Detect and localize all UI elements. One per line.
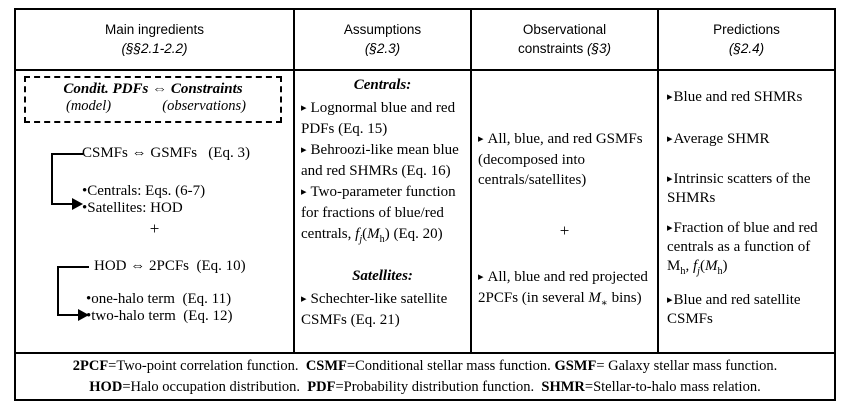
triangle-bullet-icon: ▸ <box>301 185 307 198</box>
centrals-assumptions-list <box>301 98 467 245</box>
list-item: •one-halo term (Eq. 11) <box>86 291 232 307</box>
triangle-bullet-icon: ▸ <box>478 270 484 283</box>
header-section-ref: (§2.3) <box>364 40 401 56</box>
header-title: Predictions <box>713 21 780 37</box>
item-text: Intrinsic scatters of the SHMRs <box>667 171 811 206</box>
column-assumptions <box>295 71 472 352</box>
header-observational-constraints <box>472 10 659 69</box>
item-text: Two-parameter function for fractions of blue/red centrals, $f_j(M_h)$ (Eq. 20) <box>301 184 456 245</box>
header-section-ref: (§§2.1-2.2) <box>121 40 188 56</box>
list-item <box>301 182 467 245</box>
header-section-ref: constraints (§3) <box>517 40 612 56</box>
item-text: Lognormal blue and red PDFs (Eq. 15) <box>301 100 456 137</box>
header-assumptions <box>295 10 472 69</box>
prediction-item <box>667 219 829 276</box>
header-title: Assumptions <box>343 21 422 37</box>
item-text: Fraction of blue and red centrals as a function of $M_h$, $f_j(M_h)$ <box>667 220 818 277</box>
item-text: Average SHMR <box>673 131 770 147</box>
header-main-ingredients <box>16 10 295 69</box>
model-constraints-box <box>24 76 282 123</box>
header-title: Main ingredients <box>104 21 205 37</box>
column-predictions <box>659 71 834 352</box>
prediction-item <box>667 130 829 149</box>
item-text: Schechter-like satellite CSMFs (Eq. 21) <box>301 291 448 328</box>
csmf-gsmf-relation: CSMFs ⇔ GSMFs (Eq. 3) <box>82 145 250 161</box>
triangle-bullet-icon: ▸ <box>667 172 673 185</box>
2pcf-constraint-item <box>478 267 654 308</box>
triangle-bullet-icon: ▸ <box>667 132 673 145</box>
triangle-bullet-icon: ▸ <box>667 221 673 234</box>
model-constraints-labels <box>26 98 280 115</box>
header-predictions <box>659 10 834 69</box>
prediction-item <box>667 88 829 107</box>
hod-2pcf-relation: HOD ⇔ 2PCFs (Eq. 10) <box>94 258 246 274</box>
csmf-decomposition-list <box>82 183 205 217</box>
item-text: All, blue and red projected 2PCFs (in several $M_∗$ bins) <box>478 269 648 309</box>
observations-label: (observations) <box>162 98 246 114</box>
figure-table <box>14 8 836 401</box>
footer-line: 2PCF=Two-point correlation function. CSMF=Conditional stellar mass function. GSMF= Galaxy stellar mass function. <box>72 357 778 374</box>
model-constraints-title: Condit. PDFs ⇔ Constraints <box>63 81 243 97</box>
plus-symbol: + <box>559 221 570 240</box>
header-section-ref: (§2.4) <box>728 40 765 56</box>
item-text: Behroozi-like mean blue and red SHMRs (Eq. 16) <box>301 142 459 179</box>
footer-line: HOD=Halo occupation distribution. PDF=Probability distribution function. SHMR=Stellar-to-halo mass relation. <box>89 378 761 395</box>
list-item: •Centrals: Eqs. (6-7) <box>82 183 206 199</box>
item-text: Blue and red satellite CSMFs <box>667 292 801 327</box>
prediction-item <box>667 170 829 208</box>
triangle-bullet-icon: ▸ <box>478 132 484 145</box>
triangle-bullet-icon: ▸ <box>301 143 307 156</box>
triangle-bullet-icon: ▸ <box>667 90 673 103</box>
list-item <box>301 98 467 140</box>
triangle-bullet-icon: ▸ <box>301 101 307 114</box>
header-title: Observational <box>522 21 607 37</box>
item-text: All, blue, and red GSMFs (decomposed into centrals/satellites) <box>478 131 643 188</box>
satellites-heading: Satellites: <box>352 268 413 284</box>
body-row <box>16 71 834 352</box>
centrals-heading: Centrals: <box>353 77 412 93</box>
prediction-item <box>667 291 829 329</box>
flow-arrow-connector <box>56 265 90 321</box>
satellites-assumptions-list <box>301 289 467 331</box>
list-item <box>301 289 467 331</box>
triangle-bullet-icon: ▸ <box>301 292 307 305</box>
column-observational-constraints <box>472 71 659 352</box>
list-item: •Satellites: HOD <box>82 200 183 216</box>
list-item <box>301 140 467 182</box>
item-text: Blue and red SHMRs <box>673 89 803 105</box>
halo-terms-list <box>86 291 232 325</box>
flow-arrow-connector <box>50 152 84 210</box>
abbreviations-footer <box>16 352 834 399</box>
plus-symbol: + <box>149 219 160 238</box>
model-label: (model) <box>66 98 112 114</box>
header-row <box>16 10 834 71</box>
triangle-bullet-icon: ▸ <box>667 293 673 306</box>
gsmf-constraint-item <box>478 129 652 190</box>
column-main-ingredients <box>16 71 295 352</box>
list-item: •two-halo term (Eq. 12) <box>86 308 233 324</box>
